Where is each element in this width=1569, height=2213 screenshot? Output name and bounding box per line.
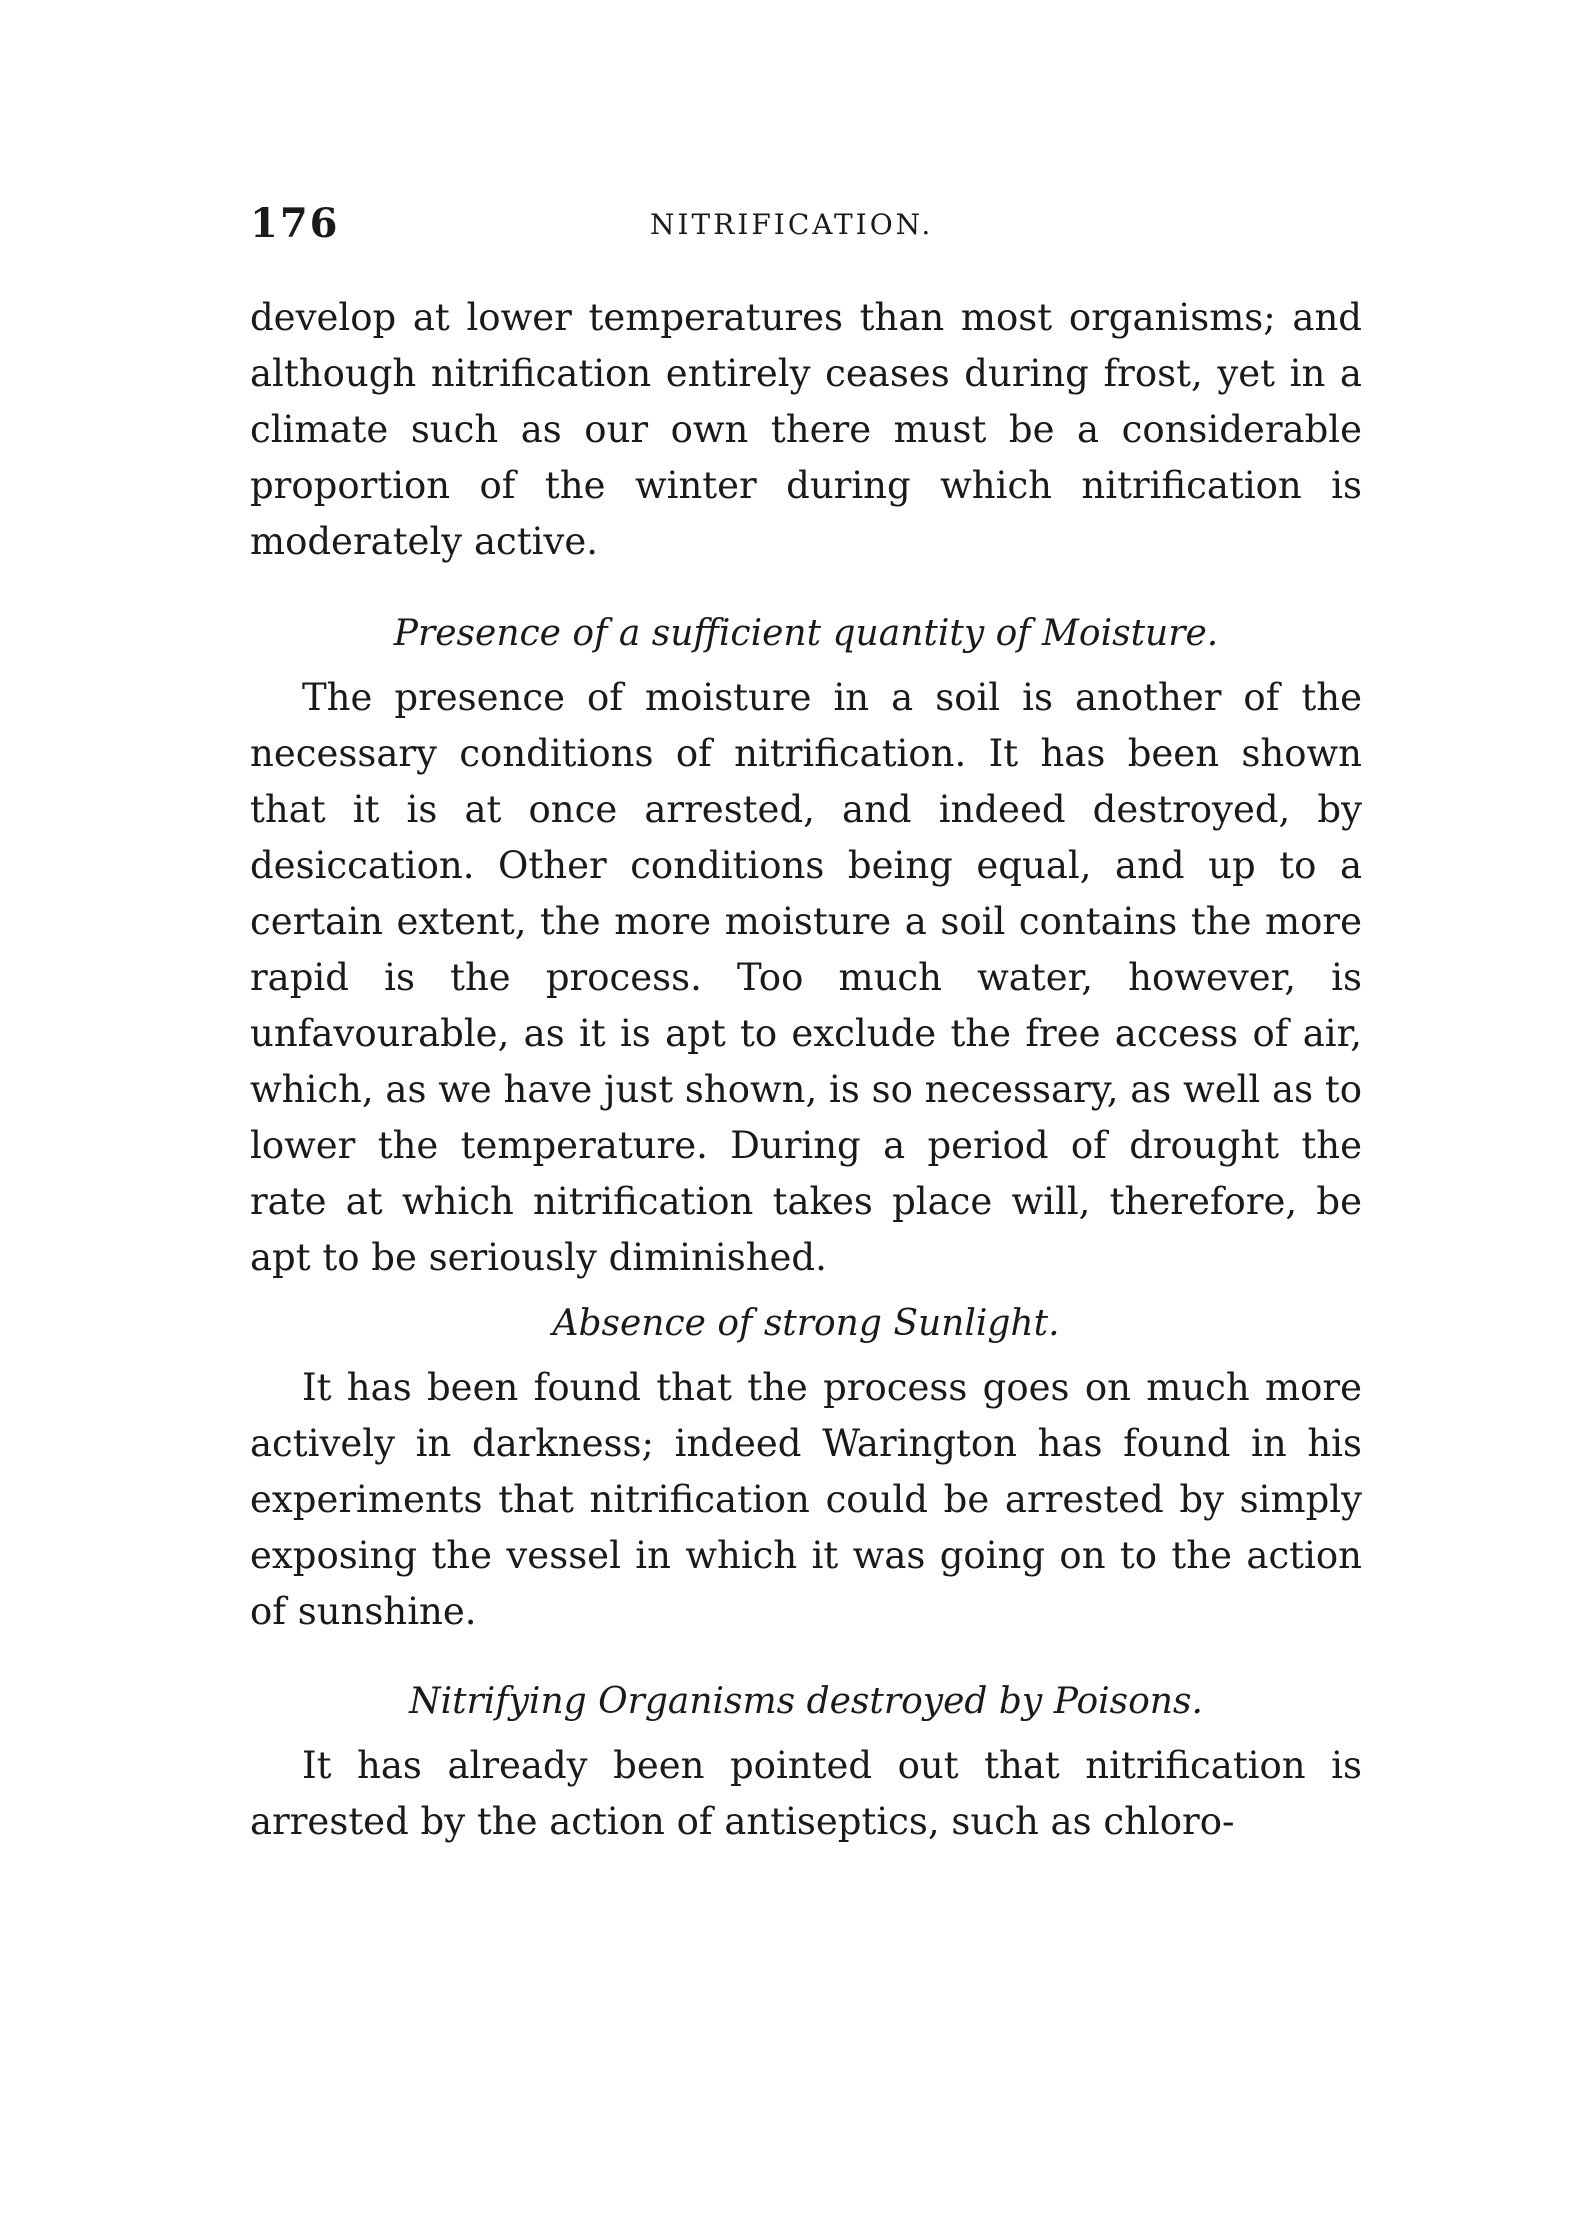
paragraph-continuation: develop at lower temperatures than most organisms; and although nitrification entirely ceases during frost, yet in a climate such as our own there must be a considerable proportion of the winter during which nitrification is moderately active. bbox=[250, 296, 1362, 563]
section-heading-poisons: Nitrifying Organisms destroyed by Poisons. bbox=[409, 1681, 1203, 1722]
page-header bbox=[250, 200, 1370, 260]
paragraph-moisture: The presence of moisture in a soil is another of the necessary conditions of nitrification. It has been shown that it is at once arrested, and indeed destroyed, by desiccation. Other conditions being equal, and up to a certain extent, the more moisture a soil contains the more rapid is the process. Too much water, however, is unfavourable, as it is apt to exclude the free access of air, which, as we have just shown, is so necessary, as well as to lower the temperature. During a period of drought the rate at which nitrification takes place will, therefore, be apt to be seriously diminished. bbox=[250, 676, 1362, 1279]
paragraph-sunlight: It has been found that the process goes on much more actively in darkness; indeed Warington has found in his experiments that nitrification could be arrested by simply exposing the vessel in which it was going on to the action of sunshine. bbox=[250, 1366, 1362, 1633]
section-heading-sunlight: Absence of strong Sunlight. bbox=[552, 1303, 1060, 1344]
running-head: NITRIFICATION. bbox=[650, 208, 934, 241]
page-number: 176 bbox=[250, 200, 340, 247]
section-heading-moisture: Presence of a sufficient quantity of Moisture. bbox=[393, 613, 1219, 654]
body-text bbox=[250, 290, 1362, 1850]
paragraph-poisons: It has already been pointed out that nitrification is arrested by the action of antiseptics, such as chloro- bbox=[250, 1744, 1362, 1843]
